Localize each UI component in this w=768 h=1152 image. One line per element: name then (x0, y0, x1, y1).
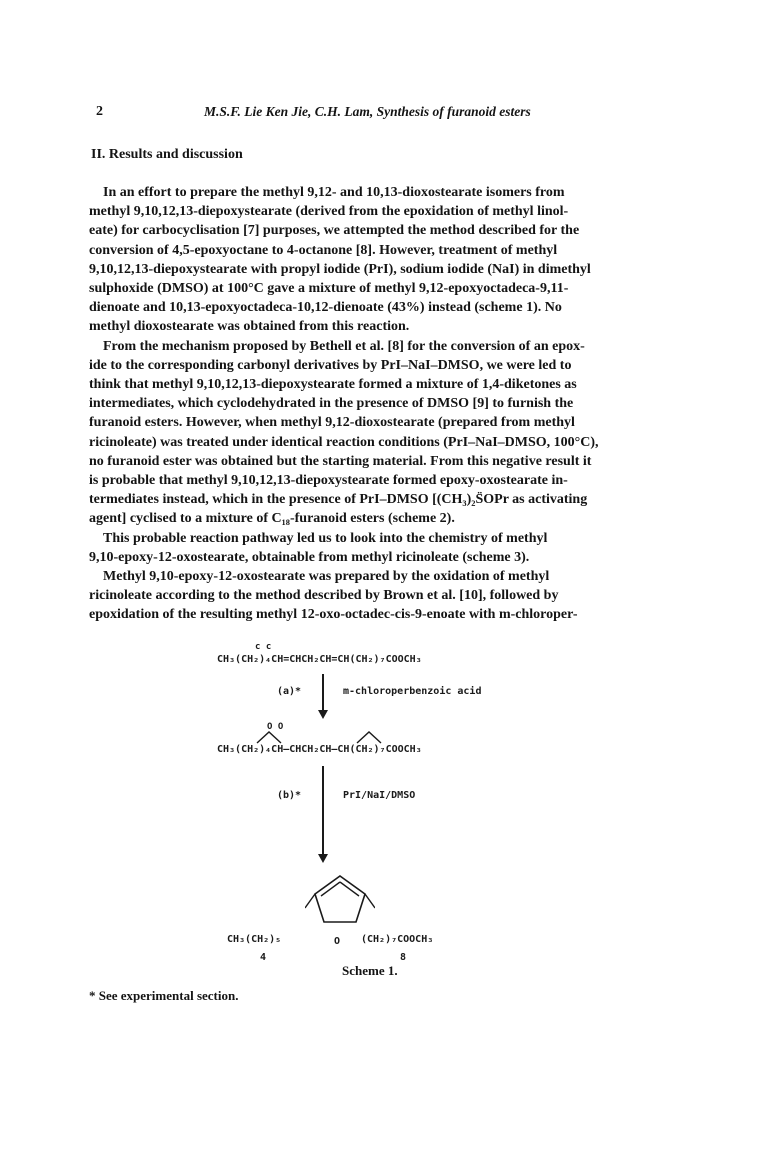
starting-ester-formula: CH₃(CH₂)₄CH=CHCH₂CH=CH(CH₂)₇COOCH₃ (217, 654, 422, 665)
paragraph (89, 337, 669, 529)
footnote: * See experimental section. (89, 988, 239, 1003)
reaction-scheme (205, 640, 605, 970)
step-b-reagent: PrI/NaI/DMSO (343, 790, 416, 801)
text-line: This probable reaction pathway led us to look into the chemistry of methyl (103, 530, 548, 546)
epoxide-bridges (255, 730, 395, 744)
page-header (96, 104, 656, 126)
cis-marks: c c (255, 642, 272, 652)
section-heading: II. Results and discussion (91, 147, 243, 162)
scheme-caption: Scheme 1. (342, 963, 398, 978)
ring-oxygen: O (334, 936, 341, 947)
text-line: methyl dioxostearate was obtained from this reaction. (89, 319, 410, 335)
text-line: termediates instead, which in the presence of PrI–DMSO [(CH₃)₂S̈OPr as activating (89, 492, 588, 508)
running-head: M.S.F. Lie Ken Jie, C.H. Lam, Synthesis of furanoid esters (204, 104, 531, 119)
product-left-chain: CH₃(CH₂)₅ (227, 934, 282, 945)
text-line: conversion of 4,5-epoxyoctane to 4-octanone [8]. However, treatment of methyl (89, 242, 558, 258)
text-line: dienoate and 10,13-epoxyoctadeca-10,12-dienoate (43%) instead (scheme 1). No (89, 300, 562, 316)
diepoxide-formula: CH₃(CH₂)₄CH–CHCH₂CH–CH(CH₂)₇COOCH₃ (217, 744, 422, 755)
paragraph (89, 529, 669, 567)
page-number: 2 (96, 104, 103, 119)
text-line: sulphoxide (DMSO) at 100°C gave a mixture of methyl 9,12-epoxyoctadeca-9,11- (89, 281, 569, 297)
arrow-head-icon (318, 854, 328, 863)
text-line: Methyl 9,10-epoxy-12-oxostearate was prepared by the oxidation of methyl (103, 569, 550, 585)
step-a-label: (a)* (277, 686, 302, 697)
epoxide-marks: O O (267, 722, 284, 732)
text-line: ricinoleate) was treated under identical reaction conditions (PrI–NaI–DMSO, 100°C), (89, 434, 599, 450)
text-line: ricinoleate according to the method described by Brown et al. [10], followed by (89, 588, 559, 604)
step-a-reagent: m-chloroperbenzoic acid (343, 686, 482, 697)
paragraph (89, 183, 669, 337)
text-line: furanoid esters. However, when methyl 9,12-dioxostearate (prepared from methyl (89, 415, 575, 431)
furan-ring (305, 872, 375, 932)
text-line: think that methyl 9,10,12,13-diepoxystearate formed a mixture of 1,4-diketones as (89, 377, 577, 393)
text-line: From the mechanism proposed by Bethell et al. [8] for the conversion of an epox- (103, 338, 585, 354)
text-line: is probable that methyl 9,10,12,13-diepoxystearate formed epoxy-oxostearate in- (89, 473, 568, 489)
arrow-shaft (322, 674, 324, 712)
text-line: In an effort to prepare the methyl 9,12- and 10,13-dioxostearate isomers from (103, 185, 565, 200)
text-line: intermediates, which cyclodehydrated in the presence of DMSO [9] to furnish the (89, 396, 574, 412)
locant-left: 4 (260, 952, 267, 963)
arrow-shaft (322, 766, 324, 856)
locant-right: 8 (400, 952, 407, 963)
text-line: 9,10,12,13-diepoxystearate with propyl iodide (PrI), sodium iodide (NaI) in dimethyl (89, 261, 591, 277)
product-right-chain: (CH₂)₇COOCH₃ (361, 934, 434, 945)
step-b-label: (b)* (277, 790, 302, 801)
arrow-head-icon (318, 710, 328, 719)
text-line: methyl 9,10,12,13-diepoxystearate (derived from the epoxidation of methyl linol- (89, 204, 569, 220)
text-line: epoxidation of the resulting methyl 12-oxo-octadec-cis-9-enoate with m-chloroper- (89, 607, 578, 623)
text-line: eate) for carbocyclisation [7] purposes, we attempted the method described for the (89, 223, 580, 239)
text-line: agent] cyclised to a mixture of C₁₈-furanoid esters (scheme 2). (89, 511, 455, 527)
body-text (89, 183, 669, 625)
text-line: no furanoid ester was obtained but the starting material. From this negative result it (89, 453, 592, 469)
paragraph (89, 567, 669, 625)
text-line: ide to the corresponding carbonyl derivatives by PrI–NaI–DMSO, we were led to (89, 357, 572, 373)
text-line: 9,10-epoxy-12-oxostearate, obtainable from methyl ricinoleate (scheme 3). (89, 549, 530, 565)
